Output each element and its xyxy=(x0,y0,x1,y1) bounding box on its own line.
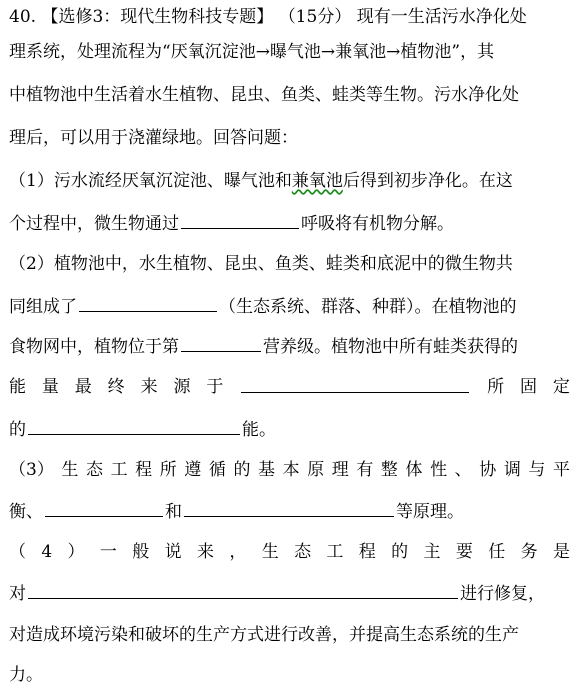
part4-line-3: 对造成环境污染和破坏的生产方式进行改善，并提高生态系统的生产 xyxy=(9,625,519,645)
answer-blank-principle-1[interactable] xyxy=(45,498,163,517)
part2-line-2 xyxy=(9,293,570,319)
char: 有 xyxy=(356,460,374,480)
char: 说 xyxy=(164,542,182,562)
char: 生 xyxy=(61,460,79,480)
answer-blank-trophic-level[interactable] xyxy=(181,333,261,352)
char: 源 xyxy=(173,377,191,397)
char: 是 xyxy=(552,542,570,562)
part1-text-d: 呼吸将有机物分解。 xyxy=(301,214,454,234)
char: 体 xyxy=(405,460,423,480)
answer-blank-community[interactable] xyxy=(79,293,217,312)
char: 与 xyxy=(528,460,546,480)
char: 的 xyxy=(233,460,251,480)
elective-tag: 【选修3：现代生物科技专题】 xyxy=(41,7,274,27)
part3-text-d: 等原理。 xyxy=(396,502,464,522)
char: ） xyxy=(67,542,85,562)
part4-text-b: 对 xyxy=(9,584,26,604)
part2-text-e: 营养级。植物池中所有蛙类获得的 xyxy=(263,337,518,357)
char: 任 xyxy=(488,542,506,562)
char: 理 xyxy=(331,460,349,480)
char: 般 xyxy=(132,542,150,562)
intro-text: 现有一生活污水净化处 xyxy=(356,7,527,27)
char: 所 xyxy=(487,377,505,397)
char: 生 xyxy=(261,542,279,562)
char: 所 xyxy=(159,460,177,480)
char: （ xyxy=(9,542,26,562)
part3-text-c: 和 xyxy=(165,502,182,522)
char: 遵 xyxy=(184,460,202,480)
spellcheck-word: 兼氧池 xyxy=(291,171,343,191)
part2-line-1: （2）植物池中，水生植物、昆虫、鱼类、蛙类和底泥中的微生物共 xyxy=(9,254,513,274)
char: 于 xyxy=(206,377,224,397)
answer-blank-principle-2[interactable] xyxy=(184,498,394,517)
char: 4 xyxy=(41,542,53,562)
char: 平 xyxy=(552,460,570,480)
char: 本 xyxy=(282,460,300,480)
char: 基 xyxy=(258,460,276,480)
part2-text-b: 同组成了 xyxy=(9,297,77,317)
part3-line-1 xyxy=(9,457,570,483)
part1-text-b: 后得到初步净化。在这 xyxy=(342,171,513,191)
char: 性 xyxy=(430,460,448,480)
char: 协 xyxy=(479,460,497,480)
line-1 xyxy=(9,4,570,30)
char: 的 xyxy=(391,542,409,562)
part3-line-2 xyxy=(9,498,570,524)
char: 一 xyxy=(99,542,117,562)
answer-blank-repair-target[interactable] xyxy=(28,580,458,599)
char: 整 xyxy=(380,460,398,480)
part4-text-c: 进行修复， xyxy=(460,584,545,604)
part4-line-1 xyxy=(9,539,570,565)
char: 要 xyxy=(455,542,473,562)
part2-line-5 xyxy=(9,416,570,442)
char: 、 xyxy=(454,460,472,480)
part1-text-c: 个过程中，微生物通过 xyxy=(9,214,179,234)
part4-line-2 xyxy=(9,580,570,606)
part2-text-i: 能。 xyxy=(242,420,276,440)
answer-blank-energy-form[interactable] xyxy=(28,416,240,435)
char: （3） xyxy=(9,460,54,480)
score-label: （15分） xyxy=(278,7,352,27)
char: 程 xyxy=(135,460,153,480)
char: 务 xyxy=(520,542,538,562)
answer-blank-energy-source[interactable] xyxy=(241,374,469,393)
char: 工 xyxy=(110,460,128,480)
part2-text-c: （生态系统、群落、种群）。在植物池的 xyxy=(219,297,517,317)
char: 来 xyxy=(140,377,158,397)
char: 终 xyxy=(107,377,125,397)
char: 来 xyxy=(196,542,214,562)
char: 定 xyxy=(552,377,570,397)
char: 程 xyxy=(358,542,376,562)
part2-line-3 xyxy=(9,333,570,359)
char: 主 xyxy=(423,542,441,562)
char: 态 xyxy=(85,460,103,480)
line-3: 中植物池中生活着水生植物、昆虫、鱼类、蛙类等生物。污水净化处 xyxy=(9,85,519,105)
char: 态 xyxy=(294,542,312,562)
line-4: 理后，可以用于浇灌绿地。回答问题： xyxy=(9,128,298,148)
part1-line-1 xyxy=(9,168,570,194)
char: 最 xyxy=(74,377,92,397)
char: 工 xyxy=(326,542,344,562)
part2-text-d: 食物网中，植物位于第 xyxy=(9,337,179,357)
char: 量 xyxy=(41,377,59,397)
part4-line-4: 力。 xyxy=(9,665,43,685)
char: ， xyxy=(229,542,247,562)
line-2: 理系统，处理流程为“厌氧沉淀池→曝气池→兼氧池→植物池”，其 xyxy=(9,42,495,62)
char: 原 xyxy=(307,460,325,480)
part2-text-h: 的 xyxy=(9,420,26,440)
char: 能 xyxy=(9,377,26,397)
char: 循 xyxy=(208,460,226,480)
part3-text-b: 衡、 xyxy=(9,502,43,522)
part2-line-4 xyxy=(9,374,570,400)
question-number: 40. xyxy=(9,7,37,27)
part1-text-a: （1）污水流经厌氧沉淀池、曝气池和 xyxy=(9,171,292,191)
part1-line-2 xyxy=(9,210,570,236)
answer-blank-respiration[interactable] xyxy=(181,210,299,229)
char: 调 xyxy=(503,460,521,480)
char: 固 xyxy=(520,377,538,397)
